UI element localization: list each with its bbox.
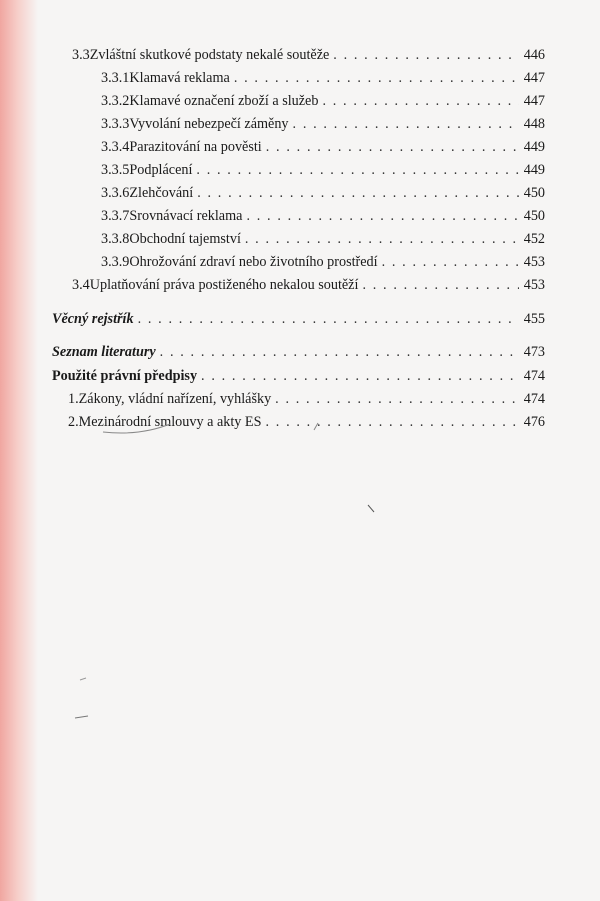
- toc-entry-title: Věcný rejstřík: [52, 311, 134, 327]
- toc-entry-title: Zákony, vládní nařízení, vyhlášky: [78, 391, 272, 407]
- toc-entry-page: 453: [523, 277, 545, 293]
- toc-entry-page: 450: [523, 185, 545, 201]
- toc-entry-page: 455: [523, 311, 545, 327]
- toc-entry-number: 3.3.5: [101, 162, 130, 178]
- pencil-mark: [314, 423, 318, 430]
- pencil-mark: [368, 505, 374, 512]
- toc-entry-title: Obchodní tajemství: [129, 231, 241, 247]
- toc-entry-title: Zvláštní skutkové podstaty nekalé soutěže: [89, 47, 330, 63]
- toc-entry-page: 448: [523, 116, 545, 132]
- toc-entry-page: 476: [523, 414, 545, 430]
- toc-entry-page: 453: [523, 254, 545, 270]
- toc-entry-page: 452: [523, 231, 545, 247]
- toc-entry-number: 3.4: [72, 277, 90, 293]
- toc-entry-title: Parazitování na pověsti: [129, 139, 262, 155]
- toc-entry-title: Ohrožování zdraví nebo životního prostředí: [129, 254, 378, 270]
- toc-entry-title: Podplácení: [129, 162, 193, 178]
- toc-entry-number: 3.3.4: [101, 139, 130, 155]
- toc-entry-page: 447: [523, 93, 545, 109]
- toc-entry-page: 447: [523, 70, 545, 86]
- toc-entry-title: Vyvolání nebezpečí záměny: [129, 116, 289, 132]
- toc-entry-title: Srovnávací reklama: [129, 208, 243, 224]
- toc-entry-title: Klamavá reklama: [129, 70, 230, 86]
- pencil-mark: [80, 678, 86, 680]
- toc-entry-number: 2.: [68, 414, 79, 430]
- toc-entry-page: 446: [523, 47, 545, 63]
- toc-entry-number: 3.3.3: [101, 116, 130, 132]
- toc-entry-number: 1.: [68, 391, 79, 407]
- toc-entry-title: Seznam literatury: [52, 344, 156, 360]
- pencil-mark: [75, 716, 88, 718]
- pencil-mark: [103, 424, 170, 433]
- toc-entry-number: 3.3.6: [101, 185, 130, 201]
- toc-entry-page: 449: [523, 162, 545, 178]
- toc-entry-number: 3.3.8: [101, 231, 130, 247]
- toc-entry-number: 3.3: [72, 47, 90, 63]
- toc-entry-page: 450: [523, 208, 545, 224]
- toc-entry-title: Zlehčování: [129, 185, 194, 201]
- toc-entry-title: Použité právní předpisy: [52, 368, 198, 384]
- toc-entry-number: 3.3.7: [101, 208, 130, 224]
- toc-entry-title: Uplatňování práva postiženého nekalou soutěží: [89, 277, 359, 293]
- toc-entry-page: 474: [523, 368, 545, 384]
- toc-entry-page: 474: [523, 391, 545, 407]
- toc-entry-page: 473: [523, 344, 545, 360]
- toc-entry-number: 3.3.2: [101, 93, 130, 109]
- toc-entry-page: 449: [523, 139, 545, 155]
- toc-entry-number: 3.3.9: [101, 254, 130, 270]
- toc-entry-title: Mezinárodní smlouvy a akty ES: [78, 414, 262, 430]
- toc-entry-number: 3.3.1: [101, 70, 130, 86]
- toc-entry-title: Klamavé označení zboží a služeb: [129, 93, 319, 109]
